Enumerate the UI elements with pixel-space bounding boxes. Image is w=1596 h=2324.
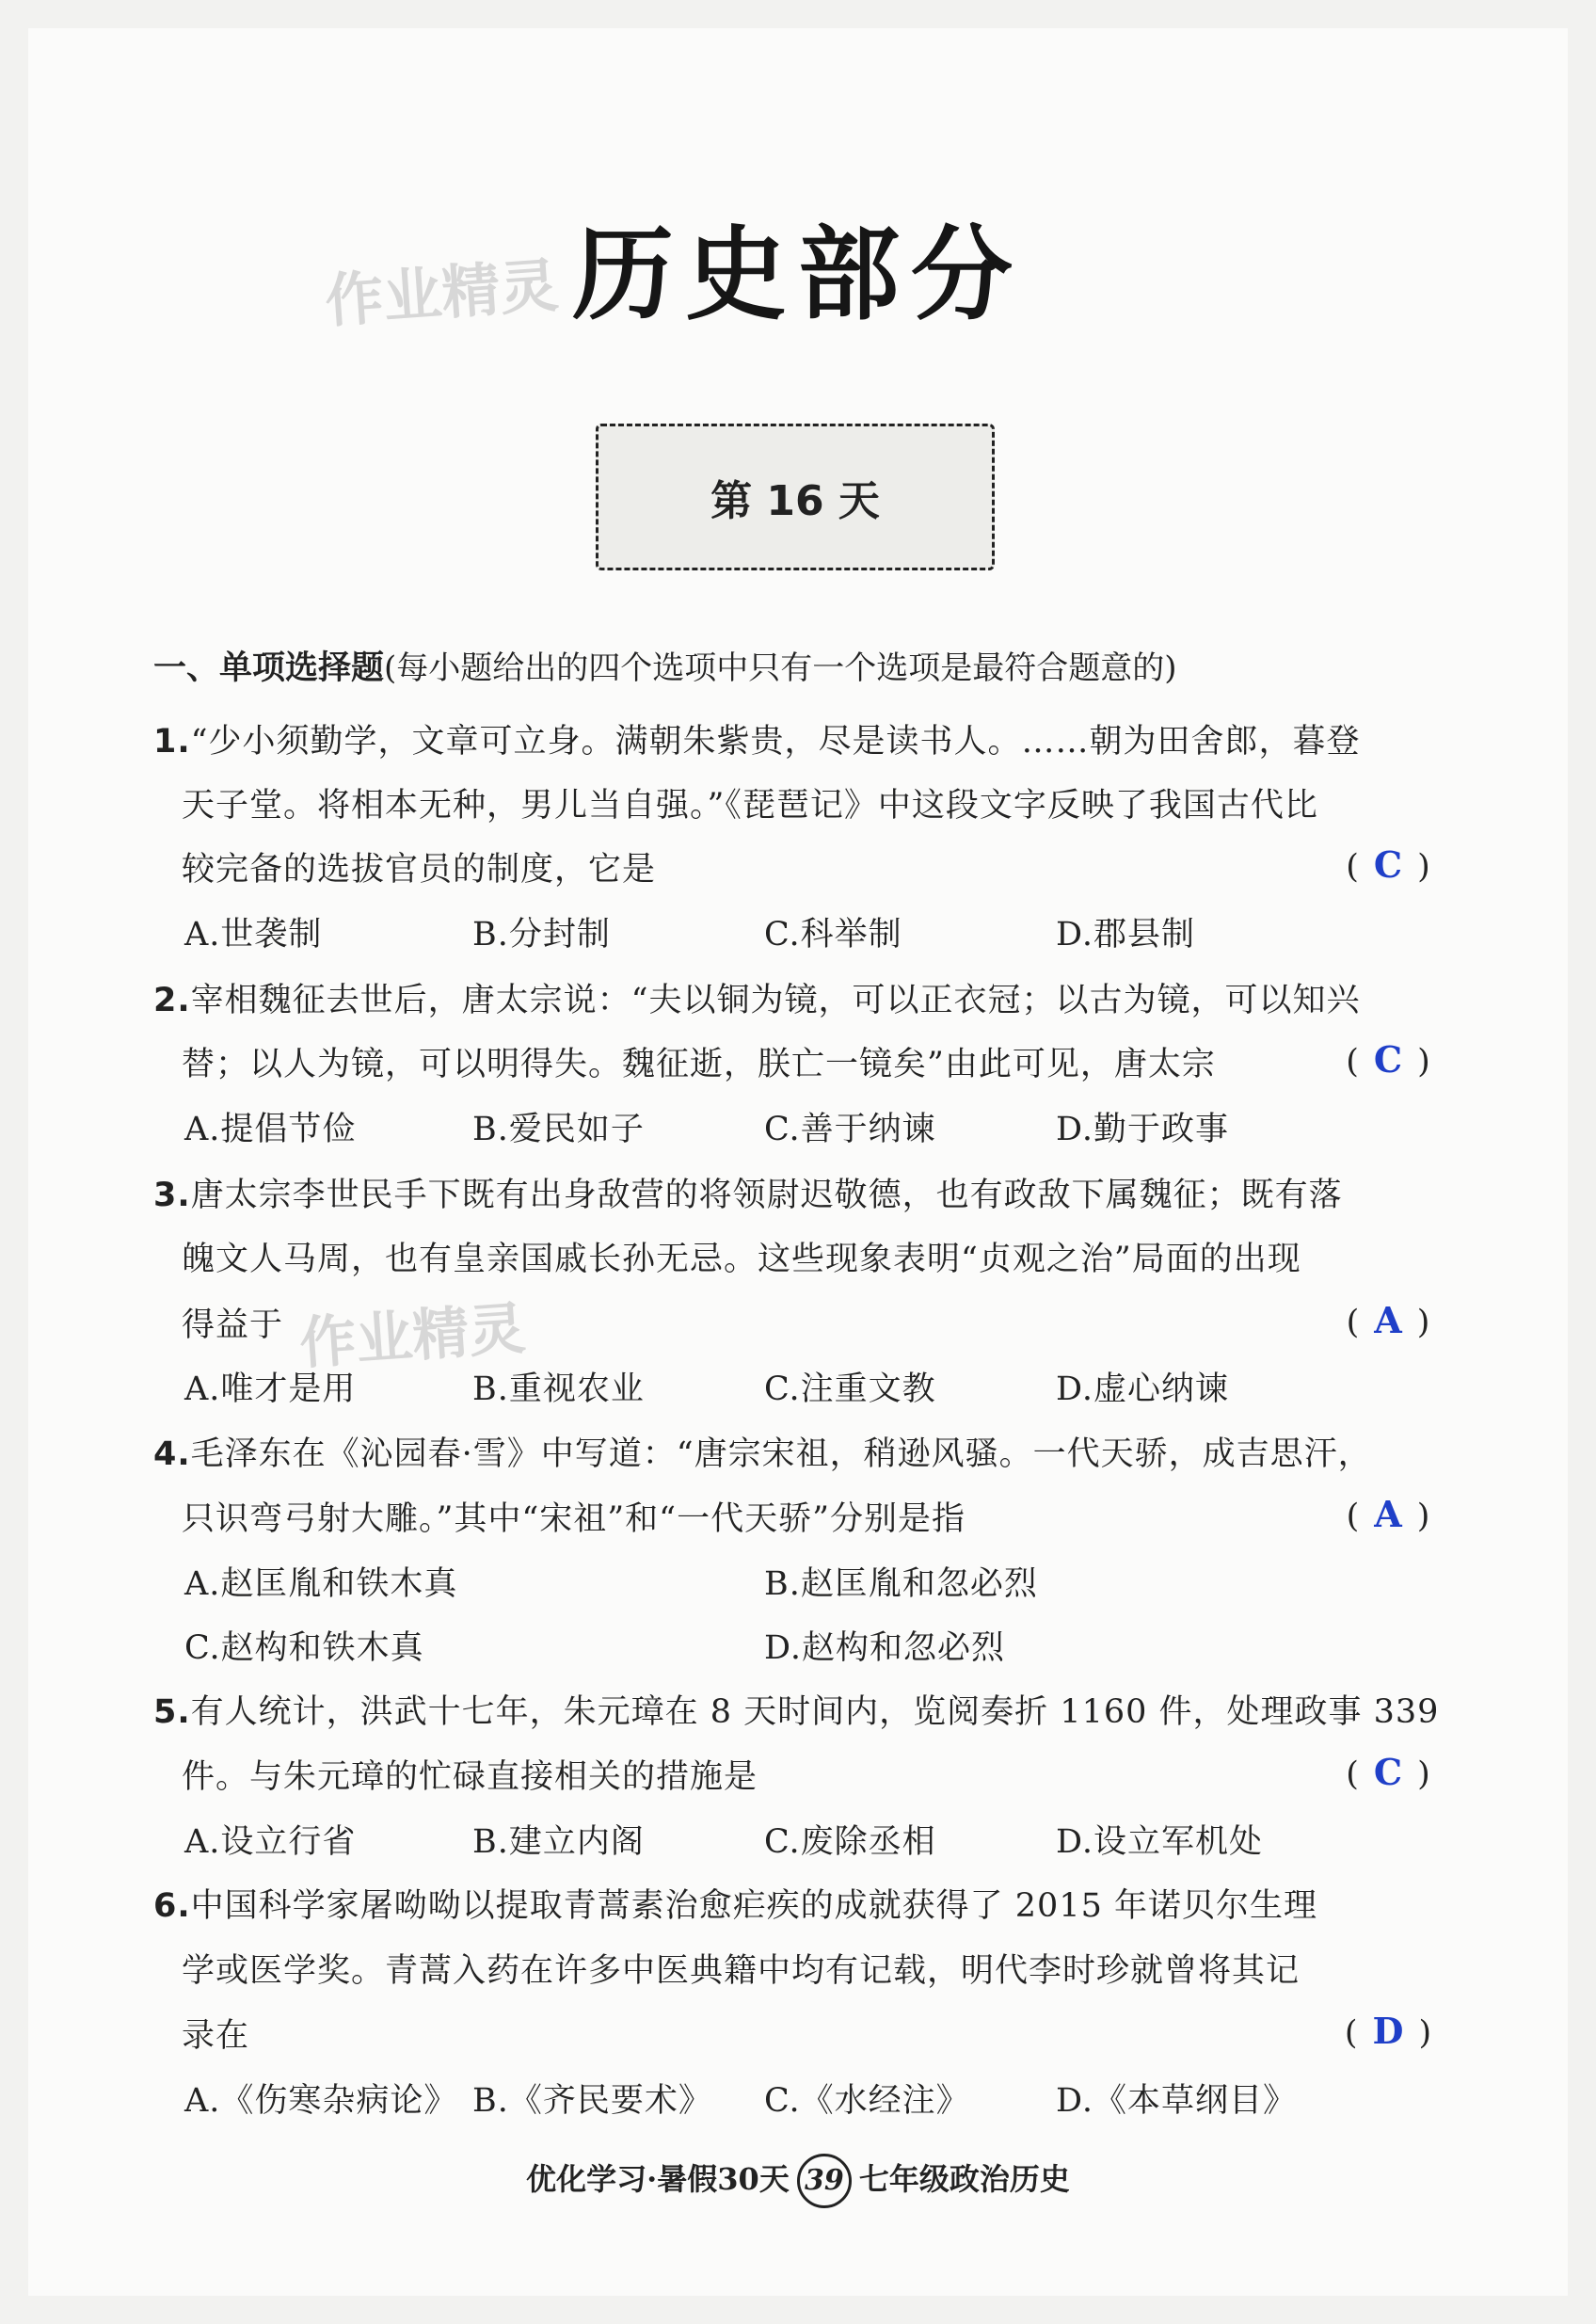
question-text: 替；以人为镜，可以明得失。魏征逝，朕亡一镜矣”由此可见，唐太宗 [182, 1046, 1216, 1083]
option-a: A.提倡节俭 [184, 1111, 357, 1148]
option-c: C.注重文教 [764, 1370, 936, 1408]
question-text: 毛泽东在《沁园春·雪》中写道：“唐宗宋祖，稍逊风骚。一代天骄，成吉思汗， [190, 1435, 1372, 1473]
question-text: 只识弯弓射大雕。”其中“宋祖”和“一代天骄”分别是指 [182, 1500, 966, 1538]
question-text: 得益于 [182, 1306, 284, 1344]
option-a: A.赵匡胤和铁木真 [184, 1565, 458, 1603]
option-d: D.设立军机处 [1056, 1823, 1263, 1861]
answer-bracket: ( A ) [1346, 1493, 1430, 1535]
question-text: 宰相魏征去世后，唐太宗说：“夫以铜为镜，可以正衣冠；以古为镜，可以知兴 [190, 982, 1361, 1019]
option-c: C.赵构和铁木真 [184, 1629, 424, 1667]
answer-letter: C [1373, 1038, 1403, 1081]
question-number: 5. [153, 1693, 191, 1731]
question-text: 魄文人马周，也有皇亲国戚长孙无忌。这些现象表明“贞观之治”局面的出现 [182, 1241, 1301, 1278]
option-b: B.分封制 [472, 916, 611, 954]
page-footer [0, 2154, 1596, 2208]
option-b: B.爱民如子 [472, 1111, 645, 1148]
question-number: 6. [153, 1887, 191, 1925]
option-d: D.赵构和忽必烈 [764, 1629, 1005, 1667]
footer-book-title: 优化学习·暑假30天 [526, 2161, 790, 2197]
answer-bracket: ( C ) [1346, 1038, 1430, 1081]
option-d: D.勤于政事 [1056, 1111, 1229, 1148]
page-number: 39 [797, 2154, 852, 2208]
option-c: C.科举制 [764, 916, 902, 954]
question-number: 1. [153, 723, 191, 761]
answer-bracket: ( D ) [1344, 2010, 1432, 2052]
day-label: 第 16 天 [710, 477, 880, 525]
option-a: A.唯才是用 [184, 1370, 357, 1408]
section-heading: 一、单项选择题 [153, 649, 385, 687]
question-text: 天子堂。将相本无种，男儿当自强。”《琵琶记》中这段文字反映了我国古代比 [182, 787, 1318, 825]
option-c: C.废除丞相 [764, 1823, 936, 1861]
answer-letter: A [1374, 1493, 1402, 1535]
option-b: B.重视农业 [472, 1370, 645, 1408]
option-a: A.世袭制 [184, 916, 323, 954]
footer-subject: 七年级政治历史 [858, 2161, 1070, 2197]
question-number: 2. [153, 982, 191, 1019]
question-text: 唐太宗李世民手下既有出身敌营的将领尉迟敬德，也有政敌下属魏征；既有落 [190, 1177, 1343, 1214]
day-label-box [596, 424, 995, 570]
answer-bracket: ( C ) [1346, 1751, 1430, 1793]
answer-letter: D [1372, 2010, 1404, 2052]
option-b: B.建立内阁 [472, 1823, 645, 1861]
question-text: 学或医学奖。青蒿入药在许多中医典籍中均有记载，明代李时珍就曾将其记 [182, 1952, 1301, 1990]
section-heading-row [153, 642, 1471, 689]
question-text: 中国科学家屠呦呦以提取青蒿素治愈疟疾的成就获得了 2015 年诺贝尔生理 [190, 1887, 1317, 1925]
watermark: 作业精灵 [323, 250, 561, 336]
option-b: B.《齐民要术》 [472, 2082, 712, 2120]
option-b: B.赵匡胤和忽必烈 [764, 1565, 1038, 1603]
answer-bracket: ( C ) [1346, 843, 1430, 886]
option-a: A.设立行省 [184, 1823, 357, 1861]
option-a: A.《伤寒杂病论》 [184, 2082, 458, 2120]
question-text: 录在 [182, 2017, 250, 2055]
section-note: (每小题给出的四个选项中只有一个选项是最符合题意的) [384, 649, 1177, 687]
option-d: D.郡县制 [1056, 916, 1195, 954]
page-title: 历史部分 [571, 216, 1024, 334]
question-text: 有人统计，洪武十七年，朱元璋在 8 天时间内，览阅奏折 1160 件，处理政事 339 [190, 1693, 1440, 1731]
option-c: C.《水经注》 [764, 2082, 970, 2120]
answer-letter: C [1373, 843, 1403, 886]
option-d: D.《本草纲目》 [1056, 2082, 1297, 2120]
answer-bracket: ( A ) [1346, 1299, 1430, 1341]
question-number: 3. [153, 1177, 191, 1214]
answer-letter: C [1373, 1751, 1403, 1793]
watermark: 作业精灵 [297, 1295, 528, 1378]
answer-letter: A [1374, 1299, 1402, 1341]
question-text: 较完备的选拔官员的制度，它是 [182, 851, 657, 889]
option-d: D.虚心纳谏 [1056, 1370, 1229, 1408]
question-text: 件。与朱元璋的忙碌直接相关的措施是 [182, 1758, 758, 1796]
question-text: “少小须勤学，文章可立身。满朝朱紫贵，尽是读书人。……朝为田舍郎，暮登 [190, 723, 1361, 761]
question-number: 4. [153, 1435, 191, 1473]
option-c: C.善于纳谏 [764, 1111, 936, 1148]
